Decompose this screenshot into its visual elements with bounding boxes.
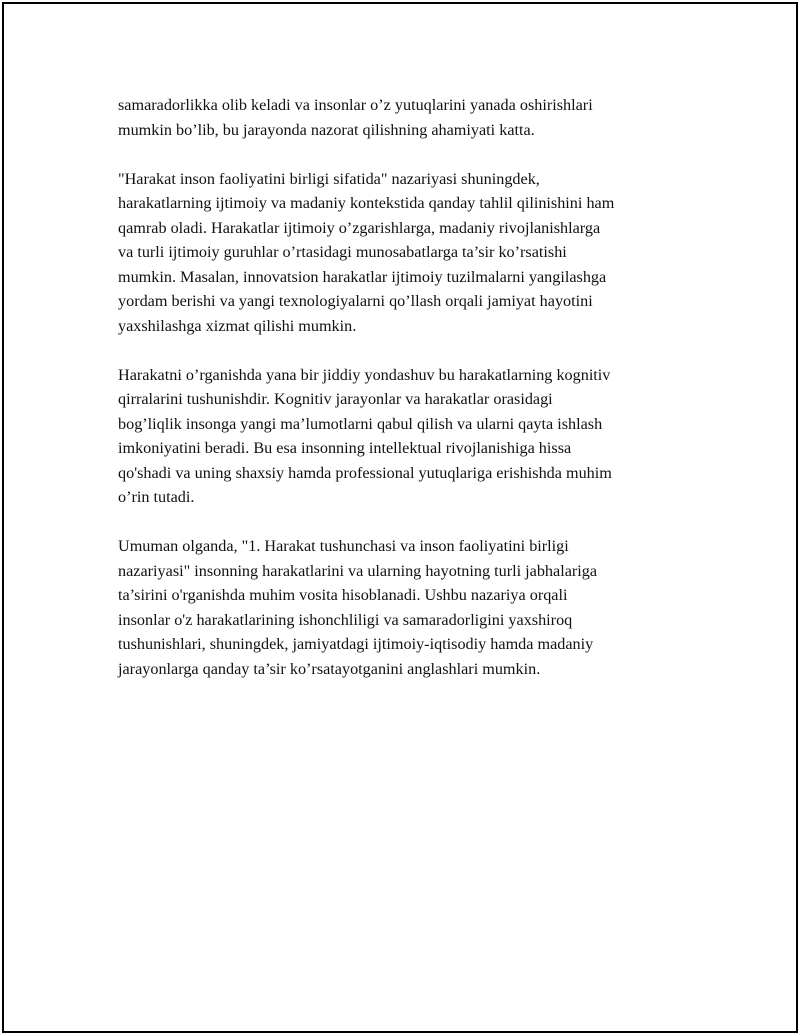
paragraph-4: Umuman olganda, "1. Harakat tushunchasi va inson faoliyatini birligi nazariyasi" insonning harakatlarini va ularning hayotning turli jabhalariga ta’sirini o'rganishda muhim vosita hisoblanadi. Ushbu nazariya orqali insonlar o'z harakatlarining ishonchliligi va samaradorligini yaxshiroq tushunishlari, shuningdek, jamiyatdagi ijtimoiy-iqtisodiy hamda madaniy jarayonlarga qanday ta’sir ko’rsatayotganini anglashlari mumkin. — [118, 537, 598, 678]
paragraph-1: samaradorlikka olib keladi va insonlar o’z yutuqlarini yanada oshirishlari mumkin bo’lib, bu jarayonda nazorat qilishning ahamiyati katta. — [118, 96, 593, 139]
document-body — [118, 93, 688, 706]
paragraph-2: "Harakat inson faoliyatini birligi sifatida" nazariyasi shuningdek, harakatlarning ijtimoiy va madaniy kontekstida qanday tahlil qilinishini ham qamrab oladi. Harakatlar ijtimoiy o’zgarishlarga, madaniy rivojlanishlarga va turli ijtimoiy guruhlar o’rtasidagi munosabatlarga ta’sir ko’rsatishi mumkin. Masalan, innovatsion harakatlar ijtimoiy tuzilmalarni yangilashga yordam berishi va yangi texnologiyalarni qo’llash orqali jamiyat hayotini yaxshilashga xizmat qilishi mumkin. — [118, 169, 615, 335]
paragraph-3: Harakatni o’rganishda yana bir jiddiy yondashuv bu harakatlarning kognitiv qirralarini tushunishdir. Kognitiv jarayonlar va harakatlar orasidagi bog’liqlik insonga yangi ma’lumotlarni qabul qilish va ularni qayta ishlash imkoniyatini beradi. Bu esa insonning intellektual rivojlanishiga hissa qo'shadi va uning shaxsiy hamda professional yutuqlariga erishishda muhim o’rin tutadi. — [118, 365, 612, 506]
